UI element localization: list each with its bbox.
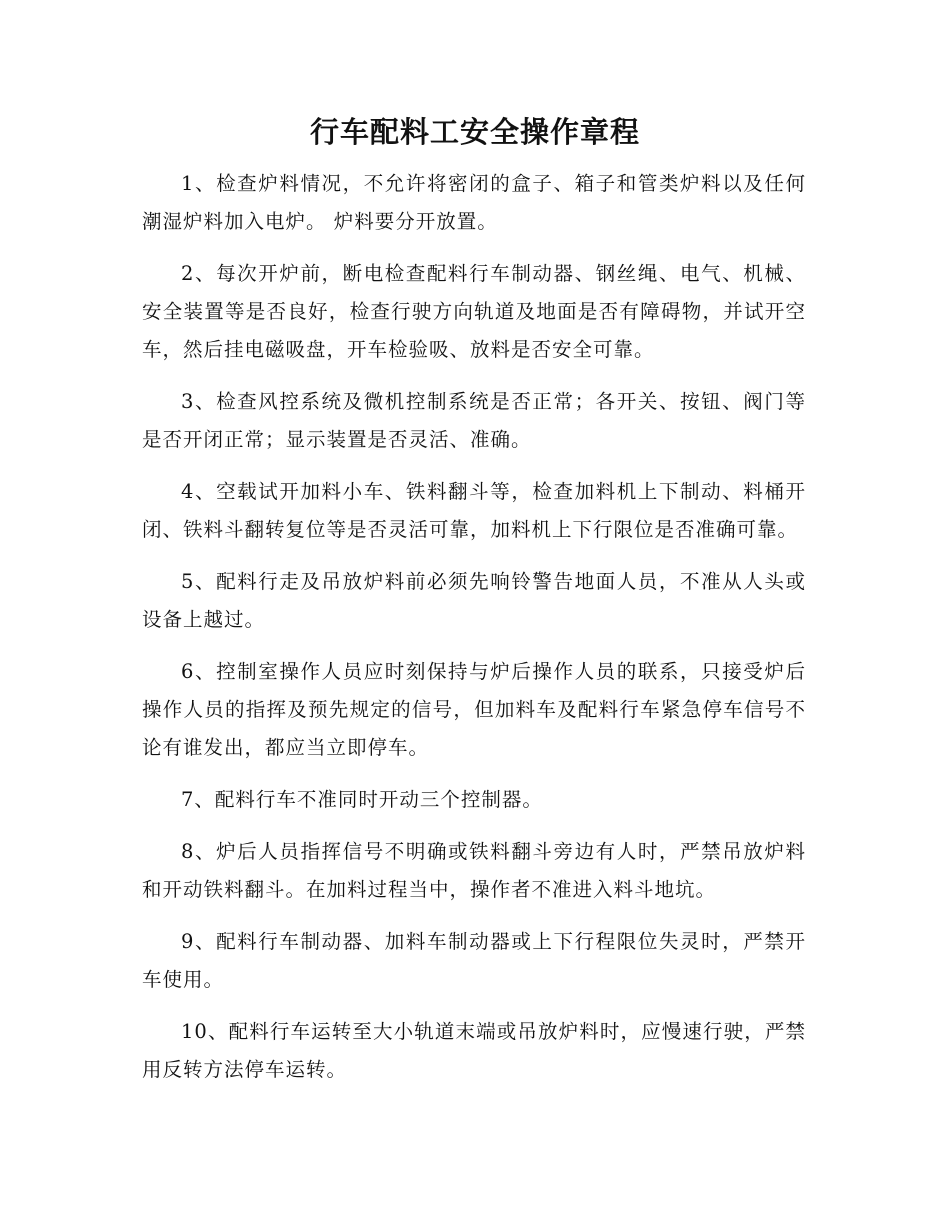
- document-body: [142, 165, 806, 1103]
- paragraph-1: 1、检查炉料情况，不允许将密闭的盒子、箱子和管类炉料以及任何潮湿炉料加入电炉。 炉料要分开放置。: [142, 172, 806, 233]
- paragraph-8: 8、炉后人员指挥信号不明确或铁料翻斗旁边有人时，严禁吊放炉料和开动铁料翻斗。在加料过程当中，操作者不准进入料斗地坑。: [142, 840, 806, 901]
- paragraph-7: 7、配料行车不准同时开动三个控制器。: [181, 788, 543, 811]
- paragraph-5: 5、配料行走及吊放炉料前必须先响铃警告地面人员，不准从人头或设备上越过。: [142, 570, 806, 631]
- document-title: 行车配料工安全操作章程: [309, 115, 640, 149]
- paragraph-9: 9、配料行车制动器、加料车制动器或上下行程限位失灵时，严禁开车使用。: [142, 930, 806, 991]
- paragraph-3: 3、检查风控系统及微机控制系统是否正常；各开关、按钮、阀门等是否开闭正常；显示装置是否灵活、准确。: [142, 390, 806, 451]
- paragraph-10: 10、配料行车运转至大小轨道末端或吊放炉料时，应慢速行驶，严禁用反转方法停车运转。: [142, 1020, 806, 1081]
- paragraph-6: 6、控制室操作人员应时刻保持与炉后操作人员的联系，只接受炉后操作人员的指挥及预先规定的信号，但加料车及配料行车紧急停车信号不论有谁发出，都应当立即停车。: [142, 660, 806, 759]
- paragraph-2: 2、每次开炉前，断电检查配料行车制动器、钢丝绳、电气、机械、安全装置等是否良好，检查行驶方向轨道及地面是否有障碍物，并试开空车，然后挂电磁吸盘，开车检验吸、放料是否安全可靠。: [142, 262, 806, 361]
- paragraph-4: 4、空载试开加料小车、铁料翻斗等，检查加料机上下制动、料桶开闭、铁料斗翻转复位等是否灵活可靠，加料机上下行限位是否准确可靠。: [142, 480, 806, 541]
